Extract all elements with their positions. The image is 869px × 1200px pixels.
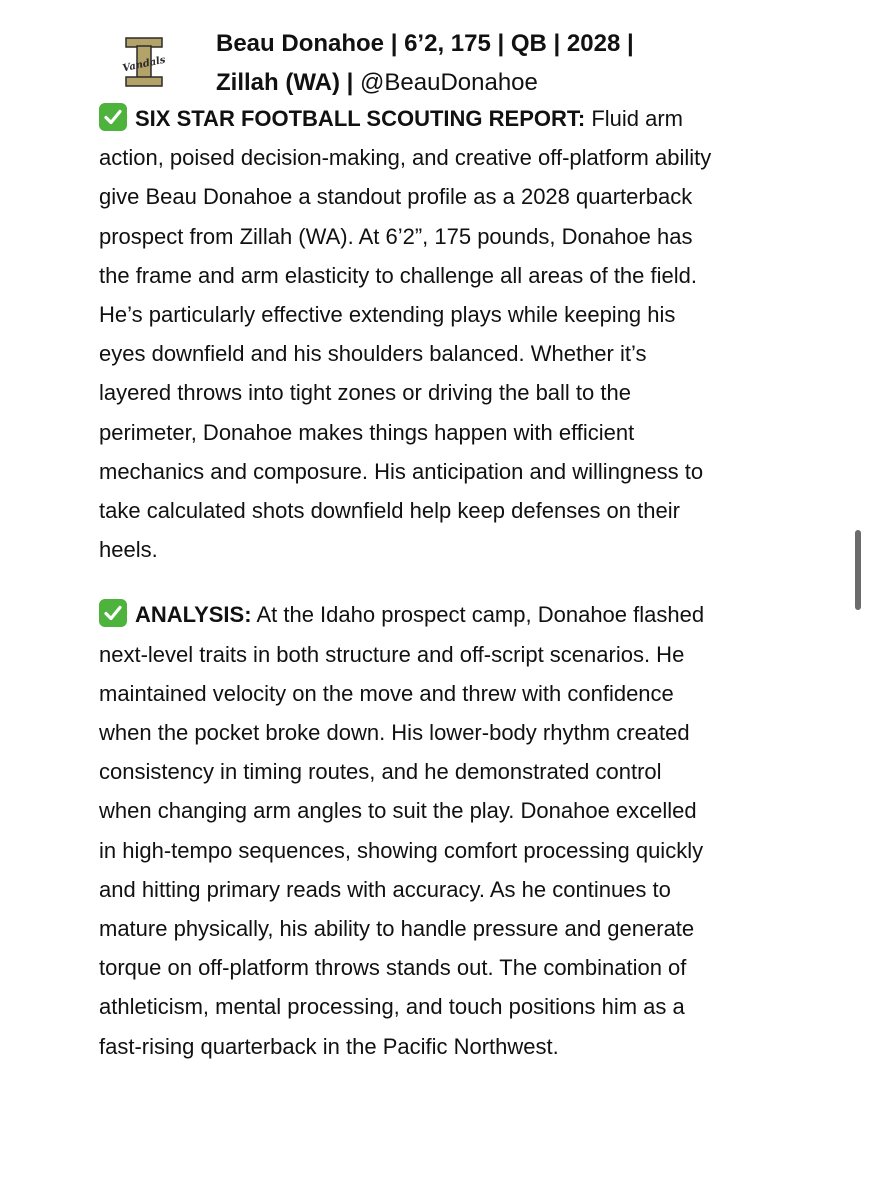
idaho-vandals-logo (118, 36, 170, 88)
logo-text: Vandals (121, 54, 167, 75)
header-title (216, 24, 776, 102)
section-heading: ANALYSIS: (135, 602, 252, 628)
scrollbar[interactable] (855, 530, 861, 610)
analysis-section (99, 595, 719, 1065)
report-content (99, 99, 719, 1066)
user-handle[interactable]: @BeauDonahoe (353, 69, 538, 96)
header-line-1: Beau Donahoe | 6’2, 175 | QB | 2028 | (216, 30, 634, 57)
check-mark-button-icon (99, 599, 127, 627)
post-header (110, 20, 750, 100)
scouting-report-section (99, 99, 719, 569)
logo-graphic (118, 36, 170, 88)
section-body: At the Idaho prospect camp, Donahoe flashed next-level traits in both structure and off-script scenarios. He maintained velocity on the move and threw with confidence when the pocket broke down. His lower-body rhythm created consistency in timing routes, and he demonstrated control when changing arm angles to suit the play. Donahoe excelled in high-tempo sequences, showing comfort processing quickly and hitting primary reads with accuracy. As he continues to mature physically, his ability to handle pressure and generate torque on off-platform throws stands out. The combination of athleticism, mental processing, and touch positions him as a fast-rising quarterback in the Pacific Northwest. (99, 602, 705, 1059)
check-mark-button-icon (99, 103, 127, 131)
header-line-2 (216, 63, 776, 102)
section-heading: SIX STAR FOOTBALL SCOUTING REPORT: (135, 106, 586, 131)
section-body: Fluid arm action, poised decision-making, and creative off-platform ability give Beau Donahoe a standout profile as a 2028 quarterback prospect from Zillah (WA). At 6’2”, 175 pounds, Donahoe has the frame and arm elasticity to challenge all areas of the field. He’s particularly effective extending plays while keeping his eyes downfield and his shoulders balanced. Whether it’s layered throws into tight zones or driving the ball to the perimeter, Donahoe makes things happen with efficient mechanics and composure. His anticipation and willingness to take calculated shots downfield help keep defenses on their heels. (99, 106, 712, 563)
header-location: Zillah (WA) | (216, 69, 354, 96)
